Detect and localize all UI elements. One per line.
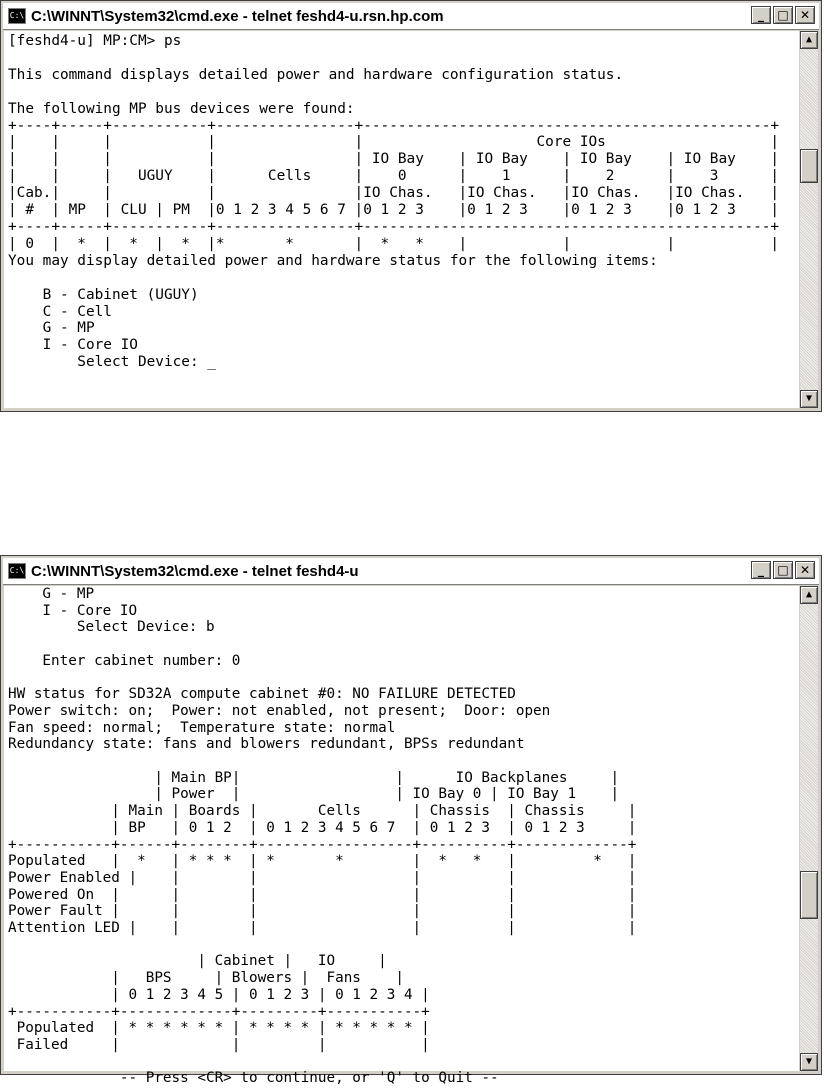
window-controls [749, 561, 815, 579]
title-bar[interactable] [3, 558, 819, 585]
terminal-text: [feshd4-u] MP:CM> ps This command displays detailed power and hardware configuration status. The following MP bus devices were found: +----+-----+-----------+----------------+-----------------------------------------------+ | | | | | Core IOs | | | | | | IO Bay | IO Bay | IO Bay | IO Bay | | | | UGUY | Cells | 0 | 1 | 2 | 3 | |Cab.| | | |IO Chas. |IO Chas. |IO Chas. |IO Chas. | | # | MP | CLU | PM |0 1 2 3 4 5 6 7 |0 1 2 3 |0 1 2 3 |0 1 2 3 |0 1 2 3 | +----+-----+-----------+----------------+-----------------------------------------------+ | 0 | * | * | * |* * | * * | | | | You may display detailed power and hardware status for the following items: B - Cabinet (UGUY) C - Cell G - MP I - Core IO Select Device: _ [8, 33, 780, 371]
scroll-down-arrow-icon[interactable]: ▼ [800, 390, 818, 408]
console-window-bottom[interactable] [0, 555, 822, 1087]
vertical-scrollbar[interactable] [800, 586, 818, 1071]
cmd-icon[interactable]: C:\ [8, 8, 26, 24]
terminal-output[interactable] [4, 586, 799, 1087]
close-button[interactable]: ✕ [795, 6, 815, 24]
scroll-down-arrow-icon[interactable]: ▼ [800, 1053, 818, 1071]
terminal-output[interactable] [4, 31, 799, 408]
minimize-button[interactable]: _ [751, 561, 771, 579]
window-controls [749, 6, 815, 24]
console-window-top[interactable] [0, 0, 822, 412]
maximize-button[interactable]: □ [773, 6, 793, 24]
window-title: C:\WINNT\System32\cmd.exe - telnet feshd4-u [31, 562, 359, 580]
window-title: C:\WINNT\System32\cmd.exe - telnet feshd4-u.rsn.hp.com [31, 7, 444, 25]
minimize-button[interactable]: _ [751, 6, 771, 24]
scroll-thumb[interactable] [800, 871, 818, 919]
close-button[interactable]: ✕ [795, 561, 815, 579]
maximize-button[interactable]: □ [773, 561, 793, 579]
cmd-icon[interactable]: C:\ [8, 563, 26, 579]
vertical-scrollbar[interactable] [800, 31, 818, 408]
scroll-up-arrow-icon[interactable]: ▲ [800, 586, 818, 604]
scroll-thumb[interactable] [800, 149, 818, 183]
terminal-text: G - MP I - Core IO Select Device: b Enter cabinet number: 0 HW status for SD32A compute cabinet #0: NO FAILURE DETECTED Power switch: on; Power: not enabled, not present; Door: open Fan speed: normal; Temperature state: normal Redundancy state: fans and blowers redundant, BPSs redundant | Main BP| | IO Backplanes | | Power | | IO Bay 0 | IO Bay 1 | | Main | Boards | Cells | Chassis | Chassis | | BP | 0 1 2 | 0 1 2 3 4 5 6 7 | 0 1 2 3 | 0 1 2 3 | +-----------+------+--------+------------------+----------+-------------+ Populated | * | * * * | * * | * * | * | Power Enabled | | | | | | Powered On | | | | | | Power Fault | | | | | | Attention LED | | | | | | | Cabinet | IO | | BPS | Blowers | Fans | | 0 1 2 3 4 5 | 0 1 2 3 | 0 1 2 3 4 | +-----------+-------------+---------+-----------+ Populated | * * * * * * | * * * * | * * * * * | Failed | | | | -- Press <CR> to continue, or 'Q' to Quit -- [8, 586, 637, 1087]
scroll-up-arrow-icon[interactable]: ▲ [800, 31, 818, 49]
title-bar[interactable] [3, 3, 819, 30]
